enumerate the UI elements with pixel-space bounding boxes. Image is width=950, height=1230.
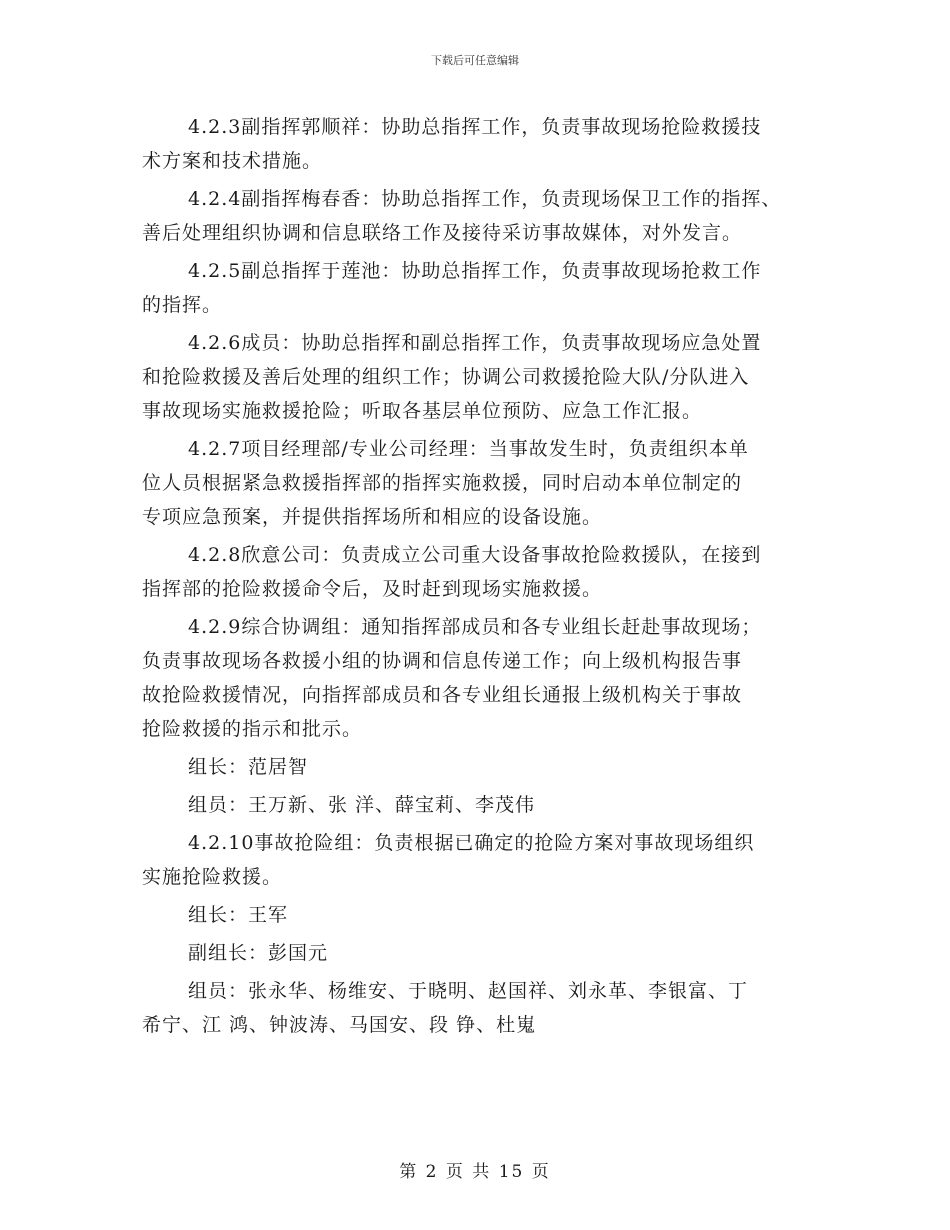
text-line: 组员：张永华、杨维安、于晓明、赵国祥、刘永革、李银富、丁 bbox=[188, 980, 749, 1002]
text-line: 组员：王万新、张 洋、薛宝莉、李茂伟 bbox=[188, 794, 536, 816]
text-line: 和抢险救援及善后处理的组织工作；协调公司救援抢险大队/分队进入 bbox=[142, 366, 750, 388]
text-line: 实施抢险救援。 bbox=[142, 866, 283, 888]
text-line: 善后处理组织协调和信息联络工作及接待采访事故媒体，对外发言。 bbox=[142, 222, 743, 244]
text-line: 的指挥。 bbox=[142, 294, 223, 316]
text-line: 4.2.7项目经理部/专业公司经理：当事故发生时，负责组织本单 bbox=[188, 438, 749, 460]
text-line: 位人员根据紧急救援指挥部的指挥实施救援，同时启动本单位制定的 bbox=[142, 472, 743, 494]
text-line: 事故现场实施救援抢险；听取各基层单位预防、应急工作汇报。 bbox=[142, 400, 703, 422]
text-line: 4.2.5副总指挥于莲池：协助总指挥工作，负责事故现场抢救工作 bbox=[188, 260, 762, 282]
page-number: 第 2 页 共 15 页 bbox=[399, 1162, 551, 1182]
text-line: 希宁、江 鸿、钟波涛、马国安、段 铮、杜嵬 bbox=[142, 1014, 537, 1036]
page-header: 下载后可任意编辑 bbox=[431, 54, 519, 67]
text-line: 副组长：彭国元 bbox=[188, 942, 329, 964]
text-line: 4.2.8欣意公司：负责成立公司重大设备事故抢险救援队，在接到 bbox=[188, 544, 762, 566]
text-line: 组长：王军 bbox=[188, 904, 289, 926]
text-line: 专项应急预案，并提供指挥场所和相应的设备设施。 bbox=[142, 506, 603, 528]
text-line: 抢险救援的指示和批示。 bbox=[142, 718, 363, 740]
text-line: 术方案和技术措施。 bbox=[142, 150, 323, 172]
text-line: 4.2.3副指挥郭顺祥：协助总指挥工作，负责事故现场抢险救援技 bbox=[188, 116, 762, 138]
text-line: 指挥部的抢险救援命令后，及时赶到现场实施救援。 bbox=[142, 578, 603, 600]
text-line: 负责事故现场各救援小组的协调和信息传递工作；向上级机构报告事 bbox=[142, 650, 743, 672]
text-line: 故抢险救援情况，向指挥部成员和各专业组长通报上级机构关于事故 bbox=[142, 684, 743, 706]
document-body bbox=[142, 110, 822, 1042]
text-line: 4.2.4副指挥梅春香：协助总指挥工作，负责现场保卫工作的指挥、 bbox=[188, 188, 782, 210]
text-line: 4.2.10事故抢险组：负责根据已确定的抢险方案对事故现场组织 bbox=[188, 832, 755, 854]
text-line: 组长：范居智 bbox=[188, 756, 309, 778]
text-line: 4.2.6成员：协助总指挥和副总指挥工作，负责事故现场应急处置 bbox=[188, 332, 762, 354]
text-line: 4.2.9综合协调组：通知指挥部成员和各专业组长赶赴事故现场； bbox=[188, 616, 762, 638]
